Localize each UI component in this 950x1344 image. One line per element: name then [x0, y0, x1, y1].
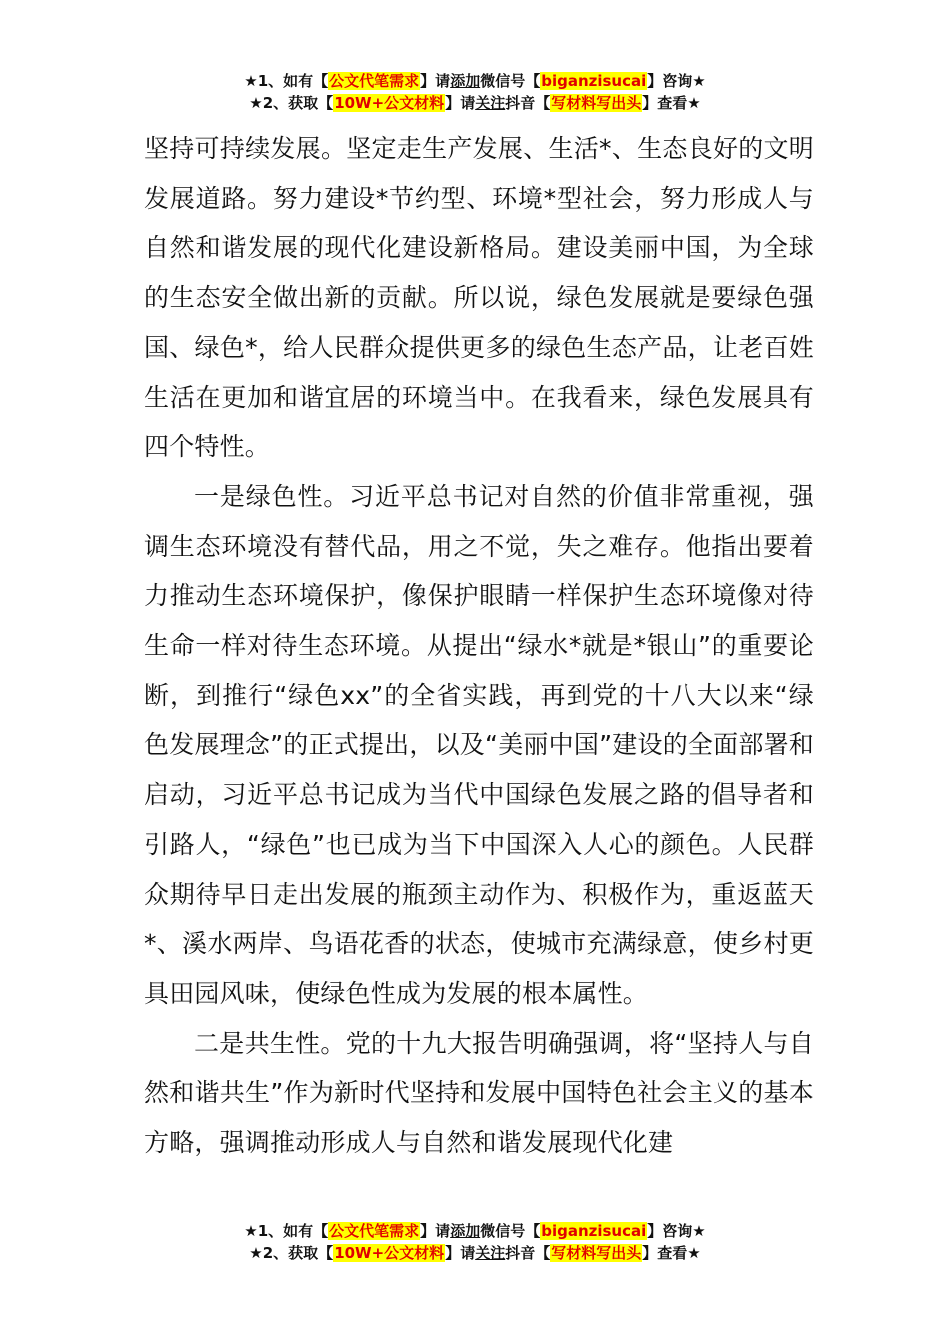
promo-highlight: 公文代笔需求 — [329, 1222, 420, 1240]
promo-highlight: biganzisucai — [541, 1222, 647, 1240]
promo-text: 抖音【 — [505, 1244, 551, 1262]
promo-text: ★2、获取【 — [249, 94, 334, 112]
promo-line-2 — [0, 92, 950, 114]
promo-text: 】请 — [420, 72, 451, 90]
promo-highlight: 10W+公文材料 — [334, 1244, 445, 1262]
promo-text: ★1、如有【 — [244, 72, 329, 90]
promo-text: 】查看★ — [642, 94, 701, 112]
promo-text: 】咨询★ — [647, 1222, 706, 1240]
promo-text: 抖音【 — [505, 94, 551, 112]
promo-highlight: 写材料写出头 — [551, 94, 642, 112]
promo-banner-top — [0, 70, 950, 114]
paragraph-1: 坚持可持续发展。坚定走生产发展、生活*、生态良好的文明发展道路。努力建设*节约型、环境*型社会，努力形成人与自然和谐发展的现代化建设新格局。建设美丽中国，为全球的生态安全做出新的贡献。所以说，绿色发展就是要绿色强国、绿色*，给人民群众提供更多的绿色生态产品，让老百姓生活在更加和谐宜居的环境当中。在我看来，绿色发展具有四个特性。 — [144, 134, 814, 462]
promo-highlight: 10W+公文材料 — [334, 94, 445, 112]
paragraph-3: 二是共生性。党的十九大报告明确强调，将“坚持人与自然和谐共生”作为新时代坚持和发展中国特色社会主义的基本方略，强调推动形成人与自然和谐发展现代化建 — [144, 1028, 814, 1158]
promo-line-1 — [0, 70, 950, 92]
promo-text: 】请 — [445, 1244, 476, 1262]
promo-underlined: 关注 — [475, 94, 506, 112]
promo-text: 微信号【 — [480, 72, 541, 90]
promo-underlined: 关注 — [475, 1244, 506, 1262]
promo-line-2 — [0, 1242, 950, 1264]
promo-text: 】请 — [445, 94, 476, 112]
promo-underlined: 添加 — [450, 1222, 481, 1240]
promo-highlight: 公文代笔需求 — [329, 72, 420, 90]
promo-banner-bottom — [0, 1220, 950, 1264]
promo-text: 】请 — [420, 1222, 451, 1240]
promo-line-1 — [0, 1220, 950, 1242]
promo-highlight: 写材料写出头 — [551, 1244, 642, 1262]
document-body — [144, 124, 814, 1168]
promo-text: 】咨询★ — [647, 72, 706, 90]
promo-highlight: biganzisucai — [541, 72, 647, 90]
promo-text: ★2、获取【 — [249, 1244, 334, 1262]
promo-text: ★1、如有【 — [244, 1222, 329, 1240]
promo-text: 微信号【 — [480, 1222, 541, 1240]
paragraph-2: 一是绿色性。习近平总书记对自然的价值非常重视，强调生态环境没有替代品，用之不觉，失之难存。他指出要着力推动生态环境保护，像保护眼睛一样保护生态环境像对待生命一样对待生态环境。从提出“绿水*就是*银山”的重要论断，到推行“绿色xx”的全省实践，再到党的十八大以来“绿色发展理念”的正式提出，以及“美丽中国”建设的全面部署和启动，习近平总书记成为当代中国绿色发展之路的倡导者和引路人，“绿色”也已成为当下中国深入人心的颜色。人民群众期待早日走出发展的瓶颈主动作为、积极作为，重返蓝天*、溪水两岸、鸟语花香的状态，使城市充满绿意，使乡村更具田园风味，使绿色性成为发展的根本属性。 — [144, 481, 814, 1008]
promo-underlined: 添加 — [450, 72, 481, 90]
promo-text: 】查看★ — [642, 1244, 701, 1262]
